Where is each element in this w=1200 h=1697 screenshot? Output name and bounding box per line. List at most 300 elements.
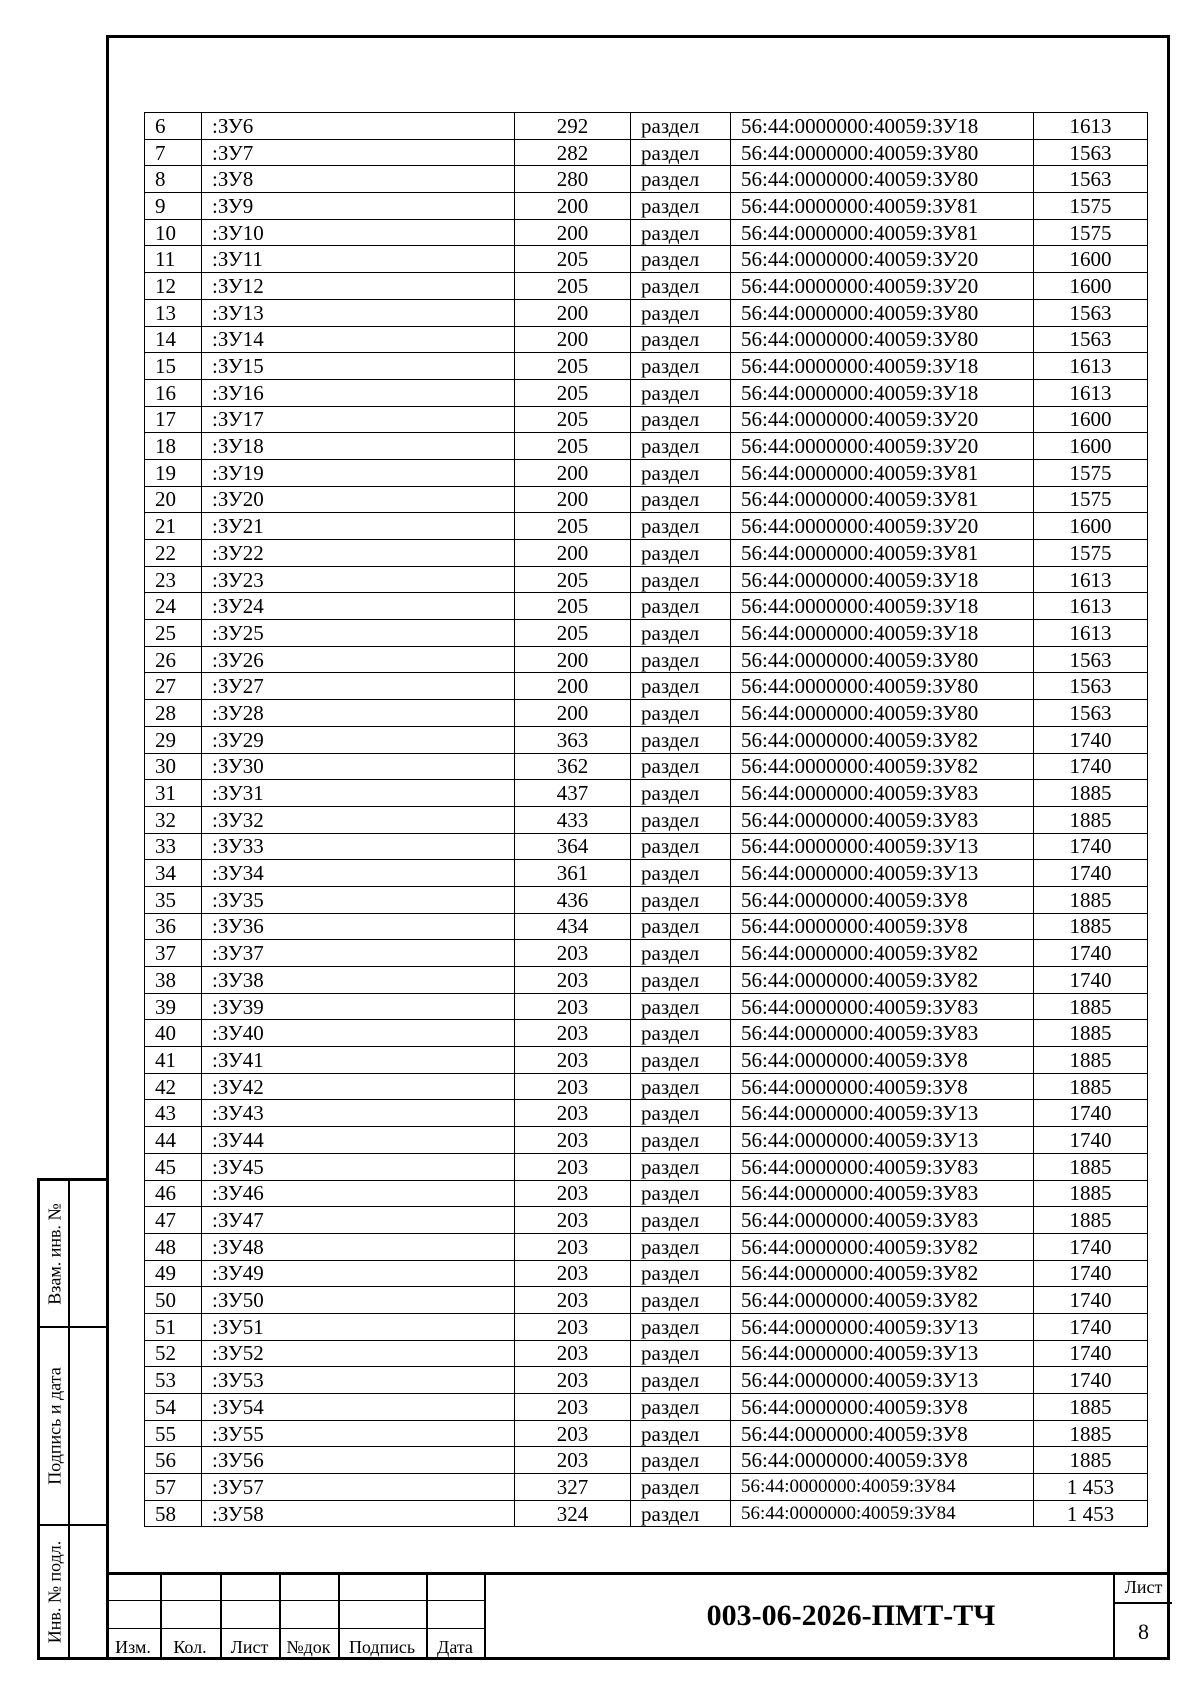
cell-value: 1 453: [1034, 1474, 1148, 1501]
cell-row-number: 8: [145, 166, 202, 193]
cell-row-number: 57: [145, 1474, 202, 1501]
cell-source-cadastral-number: 56:44:0000000:40059:ЗУ13: [731, 1340, 1034, 1367]
cell-area: 203: [515, 1287, 631, 1314]
cell-formation-method: раздел: [631, 1394, 731, 1421]
sheet-number: 8: [1138, 1619, 1149, 1644]
cell-formation-method: раздел: [631, 913, 731, 940]
cell-plot-designation: :ЗУ56: [202, 1447, 515, 1474]
cell-plot-designation: :ЗУ35: [202, 886, 515, 913]
cell-formation-method: раздел: [631, 1207, 731, 1234]
table-row: [145, 1020, 1148, 1047]
cell-formation-method: раздел: [631, 700, 731, 727]
cell-area: 203: [515, 1153, 631, 1180]
cell-area: 205: [515, 273, 631, 300]
cell-value: 1885: [1034, 780, 1148, 807]
cell-value: 1885: [1034, 1447, 1148, 1474]
cell-area: 362: [515, 753, 631, 780]
cell-plot-designation: :ЗУ34: [202, 860, 515, 887]
cell-plot-designation: :ЗУ8: [202, 166, 515, 193]
table-row: [145, 406, 1148, 433]
cell-value: 1563: [1034, 646, 1148, 673]
cell-source-cadastral-number: 56:44:0000000:40059:ЗУ80: [731, 139, 1034, 166]
cell-source-cadastral-number: 56:44:0000000:40059:ЗУ8: [731, 1420, 1034, 1447]
cell-plot-designation: :ЗУ15: [202, 353, 515, 380]
cell-plot-designation: :ЗУ18: [202, 433, 515, 460]
cell-value: 1885: [1034, 993, 1148, 1020]
cell-value: 1613: [1034, 113, 1148, 140]
cell-area: 203: [515, 1233, 631, 1260]
table-row: [145, 1207, 1148, 1234]
table-row: [145, 1313, 1148, 1340]
cell-value: 1563: [1034, 139, 1148, 166]
header-izm: Изм.: [115, 1637, 151, 1657]
cell-source-cadastral-number: 56:44:0000000:40059:ЗУ82: [731, 1233, 1034, 1260]
margin-label-replacement-inv: Взам. инв. №: [44, 1202, 65, 1305]
cell-area: 200: [515, 219, 631, 246]
cell-formation-method: раздел: [631, 326, 731, 353]
cell-source-cadastral-number: 56:44:0000000:40059:ЗУ81: [731, 540, 1034, 567]
cell-value: 1740: [1034, 940, 1148, 967]
cell-plot-designation: :ЗУ20: [202, 486, 515, 513]
cell-value: 1575: [1034, 486, 1148, 513]
cell-plot-designation: :ЗУ55: [202, 1420, 515, 1447]
cell-area: 437: [515, 780, 631, 807]
cell-formation-method: раздел: [631, 780, 731, 807]
cell-row-number: 54: [145, 1394, 202, 1421]
table-row: [145, 940, 1148, 967]
cell-area: 361: [515, 860, 631, 887]
cell-value: 1885: [1034, 1153, 1148, 1180]
table-row: [145, 1260, 1148, 1287]
cell-formation-method: раздел: [631, 299, 731, 326]
table-row: [145, 913, 1148, 940]
cell-area: 364: [515, 833, 631, 860]
table-body: [145, 113, 1148, 1527]
cell-plot-designation: :ЗУ10: [202, 219, 515, 246]
title-block: [106, 1572, 1170, 1660]
cell-formation-method: раздел: [631, 113, 731, 140]
cell-area: 205: [515, 593, 631, 620]
table-row: [145, 646, 1148, 673]
cell-plot-designation: :ЗУ45: [202, 1153, 515, 1180]
cell-plot-designation: :ЗУ36: [202, 913, 515, 940]
cell-value: 1613: [1034, 566, 1148, 593]
cell-plot-designation: :ЗУ12: [202, 273, 515, 300]
cell-source-cadastral-number: 56:44:0000000:40059:ЗУ8: [731, 1447, 1034, 1474]
cell-source-cadastral-number: 56:44:0000000:40059:ЗУ8: [731, 886, 1034, 913]
cell-source-cadastral-number: 56:44:0000000:40059:ЗУ81: [731, 219, 1034, 246]
table-row: [145, 139, 1148, 166]
cell-value: 1885: [1034, 886, 1148, 913]
cell-value: 1740: [1034, 753, 1148, 780]
cell-formation-method: раздел: [631, 1020, 731, 1047]
cell-row-number: 40: [145, 1020, 202, 1047]
cell-plot-designation: :ЗУ24: [202, 593, 515, 620]
cell-source-cadastral-number: 56:44:0000000:40059:ЗУ80: [731, 299, 1034, 326]
cell-value: 1740: [1034, 1100, 1148, 1127]
cell-row-number: 13: [145, 299, 202, 326]
cell-formation-method: раздел: [631, 833, 731, 860]
cell-source-cadastral-number: 56:44:0000000:40059:ЗУ80: [731, 646, 1034, 673]
cell-plot-designation: :ЗУ13: [202, 299, 515, 326]
cell-source-cadastral-number: 56:44:0000000:40059:ЗУ83: [731, 780, 1034, 807]
cell-value: 1885: [1034, 1180, 1148, 1207]
margin-cell-replacement-inv: [40, 1181, 106, 1328]
sheet-label: Лист: [1115, 1572, 1172, 1604]
table-row: [145, 1127, 1148, 1154]
table-row: [145, 1420, 1148, 1447]
cell-formation-method: раздел: [631, 1127, 731, 1154]
cell-row-number: 46: [145, 1180, 202, 1207]
cell-plot-designation: :ЗУ38: [202, 967, 515, 994]
cell-row-number: 29: [145, 726, 202, 753]
cell-area: 203: [515, 1020, 631, 1047]
cell-source-cadastral-number: 56:44:0000000:40059:ЗУ83: [731, 1153, 1034, 1180]
cell-plot-designation: :ЗУ17: [202, 406, 515, 433]
cell-formation-method: раздел: [631, 1367, 731, 1394]
cell-value: 1563: [1034, 700, 1148, 727]
land-plots-table: [144, 112, 1148, 1527]
cell-row-number: 48: [145, 1233, 202, 1260]
cell-area: 203: [515, 1447, 631, 1474]
cell-source-cadastral-number: 56:44:0000000:40059:ЗУ83: [731, 993, 1034, 1020]
cell-source-cadastral-number: 56:44:0000000:40059:ЗУ83: [731, 1020, 1034, 1047]
cell-source-cadastral-number: 56:44:0000000:40059:ЗУ82: [731, 967, 1034, 994]
cell-formation-method: раздел: [631, 273, 731, 300]
cell-row-number: 19: [145, 459, 202, 486]
cell-source-cadastral-number: 56:44:0000000:40059:ЗУ80: [731, 700, 1034, 727]
cell-area: 200: [515, 673, 631, 700]
table-row: [145, 273, 1148, 300]
cell-plot-designation: :ЗУ44: [202, 1127, 515, 1154]
cell-row-number: 39: [145, 993, 202, 1020]
cell-source-cadastral-number: 56:44:0000000:40059:ЗУ81: [731, 486, 1034, 513]
table-row: [145, 246, 1148, 273]
cell-plot-designation: :ЗУ47: [202, 1207, 515, 1234]
cell-plot-designation: :ЗУ9: [202, 193, 515, 220]
cell-source-cadastral-number: 56:44:0000000:40059:ЗУ82: [731, 940, 1034, 967]
cell-source-cadastral-number: 56:44:0000000:40059:ЗУ83: [731, 806, 1034, 833]
cell-formation-method: раздел: [631, 166, 731, 193]
cell-value: 1885: [1034, 1420, 1148, 1447]
cell-area: 203: [515, 1367, 631, 1394]
cell-formation-method: раздел: [631, 620, 731, 647]
cell-source-cadastral-number: 56:44:0000000:40059:ЗУ82: [731, 1260, 1034, 1287]
cell-source-cadastral-number: 56:44:0000000:40059:ЗУ20: [731, 246, 1034, 273]
header-list: Лист: [230, 1637, 269, 1657]
cell-plot-designation: :ЗУ28: [202, 700, 515, 727]
cell-row-number: 6: [145, 113, 202, 140]
cell-source-cadastral-number: 56:44:0000000:40059:ЗУ18: [731, 593, 1034, 620]
cell-area: 203: [515, 1420, 631, 1447]
cell-plot-designation: :ЗУ40: [202, 1020, 515, 1047]
margin-label-cell: [42, 1328, 70, 1524]
cell-formation-method: раздел: [631, 406, 731, 433]
cell-plot-designation: :ЗУ53: [202, 1367, 515, 1394]
cell-plot-designation: :ЗУ52: [202, 1340, 515, 1367]
cell-row-number: 31: [145, 780, 202, 807]
cell-area: 205: [515, 566, 631, 593]
cell-value: 1575: [1034, 219, 1148, 246]
table-row: [145, 219, 1148, 246]
cell-formation-method: раздел: [631, 726, 731, 753]
table-row: [145, 700, 1148, 727]
cell-area: 205: [515, 406, 631, 433]
cell-formation-method: раздел: [631, 1180, 731, 1207]
cell-row-number: 43: [145, 1100, 202, 1127]
cell-area: 434: [515, 913, 631, 940]
cell-plot-designation: :ЗУ25: [202, 620, 515, 647]
cell-row-number: 56: [145, 1447, 202, 1474]
table-row: [145, 860, 1148, 887]
cell-row-number: 22: [145, 540, 202, 567]
cell-row-number: 24: [145, 593, 202, 620]
cell-formation-method: раздел: [631, 1340, 731, 1367]
cell-area: 203: [515, 1047, 631, 1074]
table-row: [145, 780, 1148, 807]
table-row: [145, 459, 1148, 486]
cell-value: 1575: [1034, 193, 1148, 220]
cell-row-number: 14: [145, 326, 202, 353]
cell-formation-method: раздел: [631, 1500, 731, 1527]
cell-formation-method: раздел: [631, 379, 731, 406]
table-row: [145, 1394, 1148, 1421]
cell-value: 1740: [1034, 1313, 1148, 1340]
cell-area: 203: [515, 940, 631, 967]
cell-source-cadastral-number: 56:44:0000000:40059:ЗУ13: [731, 860, 1034, 887]
cell-row-number: 38: [145, 967, 202, 994]
cell-row-number: 12: [145, 273, 202, 300]
cell-area: 327: [515, 1474, 631, 1501]
cell-value: 1885: [1034, 806, 1148, 833]
cell-value: 1885: [1034, 1073, 1148, 1100]
table-row: [145, 166, 1148, 193]
table-row: [145, 566, 1148, 593]
cell-formation-method: раздел: [631, 886, 731, 913]
cell-row-number: 36: [145, 913, 202, 940]
cell-row-number: 21: [145, 513, 202, 540]
cell-formation-method: раздел: [631, 219, 731, 246]
cell-source-cadastral-number: 56:44:0000000:40059:ЗУ13: [731, 833, 1034, 860]
header-date: Дата: [437, 1637, 473, 1657]
cell-formation-method: раздел: [631, 1313, 731, 1340]
cell-formation-method: раздел: [631, 1474, 731, 1501]
cell-area: 205: [515, 513, 631, 540]
cell-plot-designation: :ЗУ46: [202, 1180, 515, 1207]
table-row: [145, 1100, 1148, 1127]
cell-source-cadastral-number: 56:44:0000000:40059:ЗУ80: [731, 326, 1034, 353]
cell-value: 1885: [1034, 913, 1148, 940]
cell-area: 203: [515, 1313, 631, 1340]
cell-value: 1600: [1034, 273, 1148, 300]
margin-label-signature-date: Подпись и дата: [44, 1367, 65, 1485]
cell-value: 1600: [1034, 406, 1148, 433]
header-kol: Кол.: [173, 1637, 207, 1657]
cell-value: 1563: [1034, 299, 1148, 326]
cell-formation-method: раздел: [631, 246, 731, 273]
cell-value: 1563: [1034, 673, 1148, 700]
cell-plot-designation: :ЗУ41: [202, 1047, 515, 1074]
document-code: 003-06-2026-ПМТ-ТЧ: [706, 1599, 996, 1632]
cell-plot-designation: :ЗУ16: [202, 379, 515, 406]
margin-label-cell: [42, 1526, 70, 1657]
table-row: [145, 673, 1148, 700]
cell-formation-method: раздел: [631, 1287, 731, 1314]
cell-source-cadastral-number: 56:44:0000000:40059:ЗУ18: [731, 379, 1034, 406]
cell-source-cadastral-number: 56:44:0000000:40059:ЗУ20: [731, 513, 1034, 540]
cell-area: 205: [515, 433, 631, 460]
cell-formation-method: раздел: [631, 646, 731, 673]
cell-row-number: 7: [145, 139, 202, 166]
cell-source-cadastral-number: 56:44:0000000:40059:ЗУ84: [731, 1500, 1034, 1527]
cell-plot-designation: :ЗУ6: [202, 113, 515, 140]
cell-formation-method: раздел: [631, 940, 731, 967]
cell-plot-designation: :ЗУ27: [202, 673, 515, 700]
cell-row-number: 44: [145, 1127, 202, 1154]
cell-plot-designation: :ЗУ22: [202, 540, 515, 567]
cell-value: 1740: [1034, 726, 1148, 753]
cell-row-number: 47: [145, 1207, 202, 1234]
cell-row-number: 45: [145, 1153, 202, 1180]
cell-value: 1740: [1034, 1367, 1148, 1394]
cell-value: 1600: [1034, 246, 1148, 273]
cell-plot-designation: :ЗУ54: [202, 1394, 515, 1421]
cell-formation-method: раздел: [631, 1153, 731, 1180]
margin-stamp-strip: [37, 1178, 106, 1660]
cell-row-number: 58: [145, 1500, 202, 1527]
cell-value: 1575: [1034, 459, 1148, 486]
cell-value: 1740: [1034, 833, 1148, 860]
cell-formation-method: раздел: [631, 193, 731, 220]
table-row: [145, 593, 1148, 620]
cell-area: 200: [515, 459, 631, 486]
table-row: [145, 193, 1148, 220]
cell-area: 203: [515, 1073, 631, 1100]
cell-plot-designation: :ЗУ51: [202, 1313, 515, 1340]
cell-formation-method: раздел: [631, 459, 731, 486]
cell-row-number: 26: [145, 646, 202, 673]
cell-area: 205: [515, 620, 631, 647]
cell-source-cadastral-number: 56:44:0000000:40059:ЗУ13: [731, 1313, 1034, 1340]
table-row: [145, 1340, 1148, 1367]
header-signature: Подпись: [348, 1637, 416, 1657]
cell-row-number: 28: [145, 700, 202, 727]
cell-area: 436: [515, 886, 631, 913]
cell-area: 433: [515, 806, 631, 833]
table-row: [145, 433, 1148, 460]
cell-formation-method: раздел: [631, 967, 731, 994]
cell-area: 200: [515, 326, 631, 353]
table-row: [145, 299, 1148, 326]
cell-plot-designation: :ЗУ39: [202, 993, 515, 1020]
cell-source-cadastral-number: 56:44:0000000:40059:ЗУ8: [731, 913, 1034, 940]
cell-plot-designation: :ЗУ50: [202, 1287, 515, 1314]
cell-source-cadastral-number: 56:44:0000000:40059:ЗУ8: [731, 1073, 1034, 1100]
cell-source-cadastral-number: 56:44:0000000:40059:ЗУ13: [731, 1127, 1034, 1154]
cell-formation-method: раздел: [631, 993, 731, 1020]
cell-row-number: 23: [145, 566, 202, 593]
table-row: [145, 1447, 1148, 1474]
table-row: [145, 1180, 1148, 1207]
cell-area: 200: [515, 193, 631, 220]
cell-row-number: 18: [145, 433, 202, 460]
table-row: [145, 1233, 1148, 1260]
cell-value: 1885: [1034, 1394, 1148, 1421]
table-row: [145, 353, 1148, 380]
table-row: [145, 326, 1148, 353]
cell-formation-method: раздел: [631, 806, 731, 833]
cell-value: 1613: [1034, 593, 1148, 620]
cell-area: 292: [515, 113, 631, 140]
cell-formation-method: раздел: [631, 486, 731, 513]
cell-row-number: 32: [145, 806, 202, 833]
cell-value: 1600: [1034, 433, 1148, 460]
cell-plot-designation: :ЗУ43: [202, 1100, 515, 1127]
cell-value: 1613: [1034, 620, 1148, 647]
cell-area: 203: [515, 993, 631, 1020]
cell-plot-designation: :ЗУ11: [202, 246, 515, 273]
cell-area: 203: [515, 1260, 631, 1287]
cell-plot-designation: :ЗУ32: [202, 806, 515, 833]
header-ndoc: №док: [286, 1637, 331, 1657]
cell-area: 205: [515, 353, 631, 380]
cell-row-number: 9: [145, 193, 202, 220]
cell-area: 280: [515, 166, 631, 193]
cell-plot-designation: :ЗУ23: [202, 566, 515, 593]
cell-source-cadastral-number: 56:44:0000000:40059:ЗУ13: [731, 1100, 1034, 1127]
cell-value: 1740: [1034, 860, 1148, 887]
table-row: [145, 1474, 1148, 1501]
cell-row-number: 50: [145, 1287, 202, 1314]
table-row: [145, 1073, 1148, 1100]
cell-row-number: 20: [145, 486, 202, 513]
margin-cell-original-inv: [40, 1526, 106, 1657]
cell-formation-method: раздел: [631, 753, 731, 780]
cell-formation-method: раздел: [631, 1447, 731, 1474]
cell-value: 1600: [1034, 513, 1148, 540]
table-row: [145, 1287, 1148, 1314]
cell-source-cadastral-number: 56:44:0000000:40059:ЗУ83: [731, 1180, 1034, 1207]
cell-row-number: 25: [145, 620, 202, 647]
cell-row-number: 52: [145, 1340, 202, 1367]
cell-row-number: 10: [145, 219, 202, 246]
cell-formation-method: раздел: [631, 433, 731, 460]
cell-source-cadastral-number: 56:44:0000000:40059:ЗУ81: [731, 193, 1034, 220]
cell-formation-method: раздел: [631, 566, 731, 593]
cell-area: 205: [515, 246, 631, 273]
cell-formation-method: раздел: [631, 593, 731, 620]
cell-area: 203: [515, 1127, 631, 1154]
table-row: [145, 1367, 1148, 1394]
cell-source-cadastral-number: 56:44:0000000:40059:ЗУ84: [731, 1474, 1034, 1501]
cell-source-cadastral-number: 56:44:0000000:40059:ЗУ81: [731, 459, 1034, 486]
revision-grid: [106, 1572, 484, 1660]
cell-formation-method: раздел: [631, 353, 731, 380]
table-row: [145, 486, 1148, 513]
table-row: [145, 1500, 1148, 1527]
cell-value: 1885: [1034, 1047, 1148, 1074]
table-row: [145, 993, 1148, 1020]
cell-source-cadastral-number: 56:44:0000000:40059:ЗУ80: [731, 673, 1034, 700]
table-row: [145, 967, 1148, 994]
cell-area: 203: [515, 1394, 631, 1421]
cell-formation-method: раздел: [631, 673, 731, 700]
table-row: [145, 726, 1148, 753]
margin-cell-signature-date: [40, 1328, 106, 1526]
margin-label-original-inv: Инв. № подл.: [44, 1540, 65, 1643]
cell-row-number: 33: [145, 833, 202, 860]
table-row: [145, 113, 1148, 140]
